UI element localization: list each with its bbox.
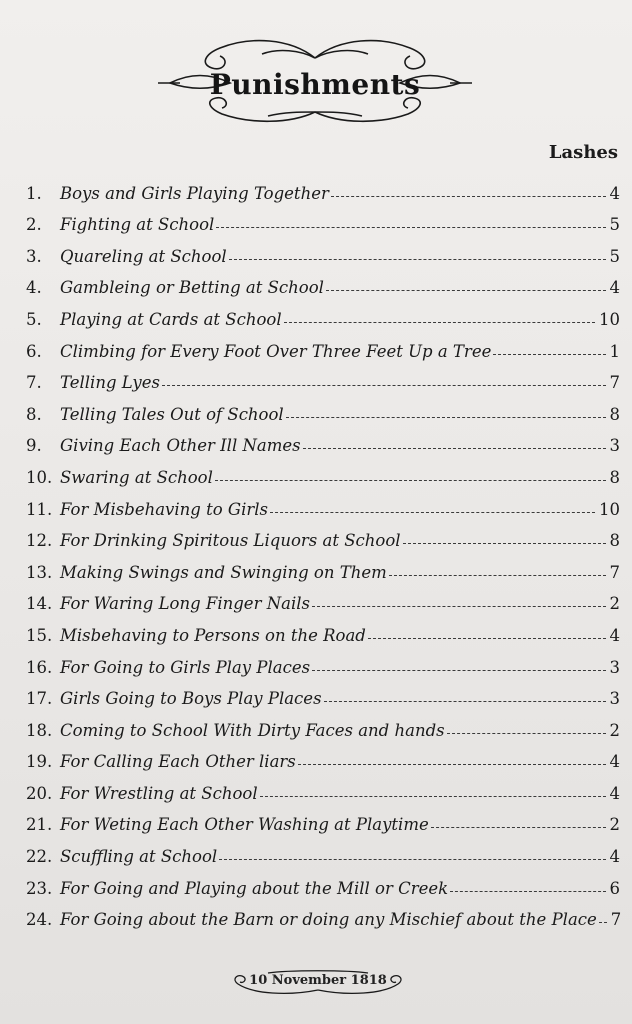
list-item xyxy=(26,487,620,519)
lashes-count: 4 xyxy=(609,278,620,298)
offense-text: Fighting at School xyxy=(60,215,215,235)
footer-cartouche xyxy=(228,968,408,996)
item-number: 22. xyxy=(26,847,53,867)
item-number: 3. xyxy=(26,246,42,266)
offense-text: Climbing for Every Foot Over Three Feet Up a Tree xyxy=(60,341,492,361)
item-number: 11. xyxy=(26,499,53,519)
punishment-list xyxy=(26,171,620,929)
offense-text: For Weting Each Other Washing at Playtime xyxy=(60,815,429,835)
offense-text: Girls Going to Boys Play Places xyxy=(60,689,322,709)
item-number: 17. xyxy=(26,689,53,709)
lashes-count: 2 xyxy=(609,815,620,835)
list-item xyxy=(26,234,620,266)
list-item xyxy=(26,803,620,835)
offense-text: For Drinking Spiritous Liquors at School xyxy=(60,531,401,551)
list-item xyxy=(26,677,620,709)
lashes-count: 2 xyxy=(609,594,620,614)
offense-text: Coming to School With Dirty Faces and hands xyxy=(60,720,445,740)
offense-text: Giving Each Other Ill Names xyxy=(60,436,301,456)
offense-text: Gambleing or Betting at School xyxy=(60,278,324,298)
lashes-count: 4 xyxy=(609,183,620,203)
list-item xyxy=(26,329,620,361)
list-item xyxy=(26,645,620,677)
list-item xyxy=(26,171,620,203)
lashes-count: 6 xyxy=(609,878,620,898)
item-number: 7. xyxy=(26,373,42,393)
dotted-leader xyxy=(219,859,605,860)
offense-text: Telling Lyes xyxy=(60,373,160,393)
item-number: 10. xyxy=(26,467,53,487)
list-item xyxy=(26,582,620,614)
lashes-count: 4 xyxy=(609,783,620,803)
dotted-leader xyxy=(324,701,606,702)
lashes-count: 5 xyxy=(609,215,620,235)
lashes-count: 5 xyxy=(609,246,620,266)
dotted-leader xyxy=(312,606,605,607)
dotted-leader xyxy=(284,322,595,323)
footer-date: 10 November 1818 xyxy=(249,973,387,988)
lashes-count: 8 xyxy=(609,531,620,551)
offense-text: Misbehaving to Persons on the Road xyxy=(60,625,366,645)
dotted-leader xyxy=(599,922,607,923)
dotted-leader xyxy=(389,575,606,576)
offense-text: Scuffling at School xyxy=(60,847,218,867)
item-number: 19. xyxy=(26,752,53,772)
dotted-leader xyxy=(493,354,605,355)
dotted-leader xyxy=(303,448,606,449)
lashes-count: 4 xyxy=(609,847,620,867)
item-number: 18. xyxy=(26,720,53,740)
dotted-leader xyxy=(216,227,605,228)
dotted-leader xyxy=(368,638,606,639)
dotted-leader xyxy=(298,764,606,765)
item-number: 12. xyxy=(26,531,53,551)
item-number: 13. xyxy=(26,562,53,582)
dotted-leader xyxy=(270,512,595,513)
lashes-count: 3 xyxy=(609,436,620,456)
dotted-leader xyxy=(312,670,605,671)
lashes-count: 7 xyxy=(609,373,620,393)
lashes-count: 7 xyxy=(609,562,620,582)
dotted-leader xyxy=(215,480,606,481)
dotted-leader xyxy=(431,827,606,828)
lashes-count: 8 xyxy=(609,467,620,487)
offense-text: For Misbehaving to Girls xyxy=(60,499,268,519)
item-number: 4. xyxy=(26,278,42,298)
dotted-leader xyxy=(447,733,606,734)
list-item xyxy=(26,708,620,740)
lashes-count: 4 xyxy=(609,625,620,645)
offense-text: Quareling at School xyxy=(60,246,227,266)
item-number: 16. xyxy=(26,657,53,677)
offense-text: Playing at Cards at School xyxy=(60,309,282,329)
dotted-leader xyxy=(162,385,606,386)
list-item xyxy=(26,613,620,645)
dotted-leader xyxy=(326,290,606,291)
lashes-count: 10 xyxy=(599,309,620,329)
item-number: 20. xyxy=(26,783,53,803)
lashes-count: 3 xyxy=(609,657,620,677)
list-item xyxy=(26,266,620,298)
offense-text: For Going about the Barn or doing any Mischief about the Place xyxy=(60,910,597,930)
dotted-leader xyxy=(229,259,606,260)
list-item xyxy=(26,771,620,803)
item-number: 24. xyxy=(26,910,53,930)
list-item xyxy=(26,898,620,930)
lashes-count: 4 xyxy=(609,752,620,772)
lashes-count: 10 xyxy=(599,499,620,519)
dotted-leader xyxy=(260,796,606,797)
list-item xyxy=(26,297,620,329)
dotted-leader xyxy=(403,543,606,544)
dotted-leader xyxy=(331,196,606,197)
page-title: Punishments xyxy=(209,68,421,101)
list-item xyxy=(26,203,620,235)
lashes-count: 1 xyxy=(609,341,620,361)
offense-text: Boys and Girls Playing Together xyxy=(60,183,329,203)
lashes-column-header: Lashes xyxy=(548,142,618,163)
item-number: 8. xyxy=(26,404,42,424)
list-item xyxy=(26,740,620,772)
item-number: 1. xyxy=(26,183,42,203)
lashes-count: 7 xyxy=(610,910,622,930)
title-cartouche xyxy=(150,28,480,128)
item-number: 14. xyxy=(26,594,53,614)
list-item xyxy=(26,361,620,393)
offense-text: Swaring at School xyxy=(60,467,213,487)
list-item xyxy=(26,834,620,866)
list-item xyxy=(26,519,620,551)
list-item xyxy=(26,550,620,582)
item-number: 23. xyxy=(26,878,53,898)
item-number: 5. xyxy=(26,309,42,329)
lashes-count: 8 xyxy=(609,404,620,424)
offense-text: Making Swings and Swinging on Them xyxy=(60,562,387,582)
offense-text: For Calling Each Other liars xyxy=(60,752,296,772)
offense-text: Telling Tales Out of School xyxy=(60,404,284,424)
lashes-count: 2 xyxy=(609,720,620,740)
list-item xyxy=(26,392,620,424)
offense-text: For Waring Long Finger Nails xyxy=(60,594,311,614)
offense-text: For Going and Playing about the Mill or Creek xyxy=(60,878,449,898)
list-item xyxy=(26,866,620,898)
offense-text: For Going to Girls Play Places xyxy=(60,657,311,677)
item-number: 15. xyxy=(26,625,53,645)
dotted-leader xyxy=(450,891,605,892)
list-item xyxy=(26,455,620,487)
item-number: 9. xyxy=(26,436,42,456)
lashes-count: 3 xyxy=(609,689,620,709)
list-item xyxy=(26,424,620,456)
item-number: 2. xyxy=(26,215,42,235)
offense-text: For Wrestling at School xyxy=(60,783,258,803)
item-number: 6. xyxy=(26,341,42,361)
item-number: 21. xyxy=(26,815,53,835)
dotted-leader xyxy=(286,417,606,418)
